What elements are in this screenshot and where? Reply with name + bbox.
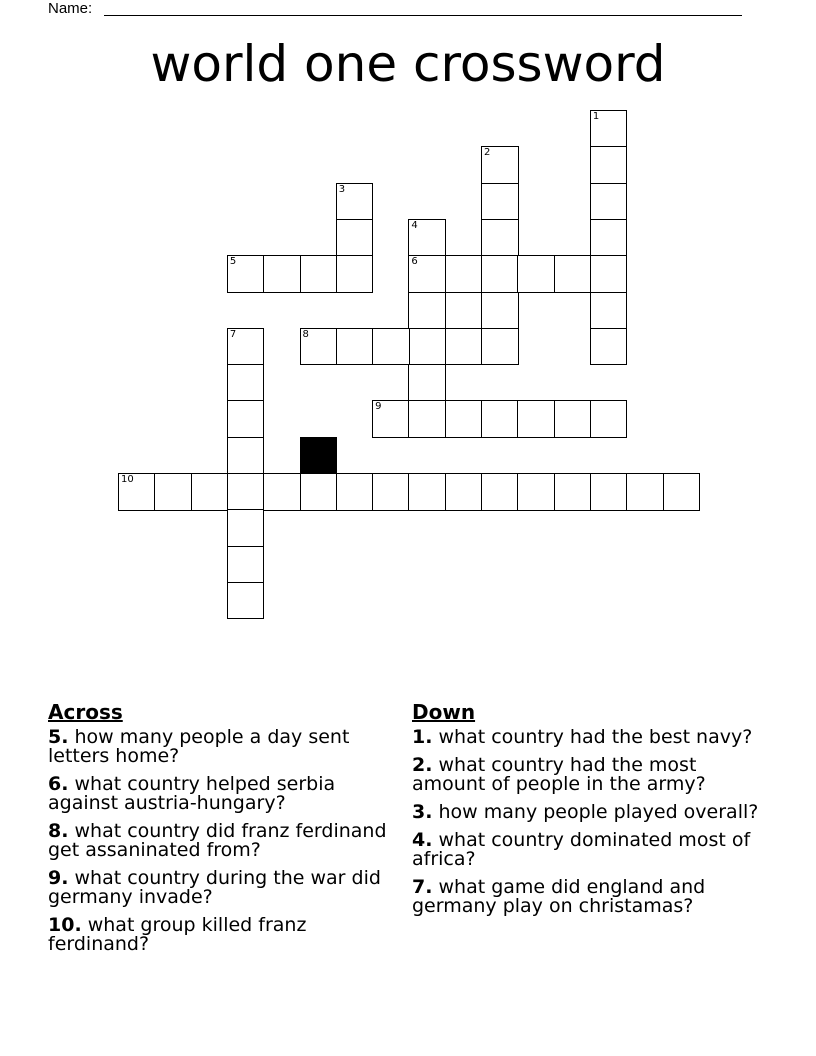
grid-cell[interactable] (590, 183, 628, 221)
grid-cell[interactable] (590, 219, 628, 257)
clue-text: what country had the best navy? (438, 726, 753, 748)
down-clue (412, 803, 762, 822)
grid-cell[interactable] (408, 364, 446, 402)
grid-cell[interactable] (481, 219, 519, 257)
grid-cell[interactable] (227, 328, 265, 366)
clue-text: what group killed franz ferdinand? (48, 914, 307, 955)
grid-cell[interactable] (590, 473, 628, 511)
grid-cell[interactable] (590, 400, 628, 438)
across-clue (48, 728, 398, 766)
grid-cell[interactable] (227, 509, 265, 547)
grid-cell[interactable] (517, 255, 555, 293)
grid-cell[interactable] (263, 255, 301, 293)
grid-cell[interactable] (300, 473, 338, 511)
grid-cell[interactable] (263, 473, 301, 511)
grid-cell[interactable] (481, 255, 519, 293)
down-heading: Down (412, 700, 476, 724)
down-clue (412, 728, 762, 747)
page-title: world one crossword (150, 35, 666, 93)
across-heading: Across (48, 700, 123, 724)
clue-number: 10. (48, 914, 82, 936)
grid-cell[interactable] (590, 292, 628, 330)
grid-cell[interactable] (481, 183, 519, 221)
grid-cell[interactable] (227, 437, 265, 475)
grid-cell[interactable] (481, 400, 519, 438)
clue-number: 3. (412, 801, 433, 823)
grid-cell[interactable] (408, 400, 446, 438)
clue-text: how many people played overall? (438, 801, 759, 823)
grid-cell[interactable] (227, 400, 265, 438)
clue-number-label: 3 (338, 183, 346, 195)
grid-cell[interactable] (227, 546, 265, 584)
grid-cell[interactable] (118, 473, 156, 511)
clue-number-label: 2 (484, 147, 491, 159)
clue-number-label: 7 (229, 328, 237, 340)
grid-cell[interactable] (445, 328, 483, 366)
grid-cell[interactable] (590, 328, 628, 366)
grid-cell[interactable] (191, 473, 229, 511)
down-clue (412, 831, 762, 869)
grid-cell[interactable] (408, 473, 446, 511)
clue-number: 5. (48, 726, 69, 748)
clue-text: what country helped serbia against austria-hungary? (48, 773, 336, 814)
grid-cell[interactable] (590, 255, 628, 293)
grid-cell[interactable] (554, 255, 592, 293)
grid-cell[interactable] (336, 219, 374, 257)
clue-number: 2. (412, 754, 433, 776)
clue-number-label: 6 (411, 256, 418, 268)
grid-cell[interactable] (336, 328, 374, 366)
clue-number-label: 1 (592, 111, 600, 122)
grid-cell[interactable] (626, 473, 664, 511)
clue-text: what country during the war did germany invade? (48, 867, 381, 908)
clue-number: 1. (412, 726, 433, 748)
clue-number: 7. (412, 876, 433, 898)
grid-cell[interactable] (336, 255, 374, 293)
grid-cell[interactable] (227, 582, 265, 620)
grid-cell[interactable] (445, 400, 483, 438)
grid-cell[interactable] (336, 473, 374, 511)
clue-number-label: 8 (302, 328, 309, 340)
grid-cell[interactable] (554, 473, 592, 511)
grid-cell[interactable] (154, 473, 192, 511)
clue-text: what country dominated most of africa? (412, 829, 751, 870)
grid-cell[interactable] (372, 473, 410, 511)
grid-cell[interactable] (590, 110, 628, 148)
clue-number: 6. (48, 773, 69, 795)
clue-number-label: 5 (229, 256, 237, 268)
grid-cell[interactable] (408, 292, 446, 330)
across-clues (48, 700, 398, 963)
grid-cell[interactable] (336, 183, 374, 221)
clue-text: how many people a day sent letters home? (48, 726, 350, 767)
grid-cell[interactable] (300, 255, 338, 293)
grid-cell[interactable] (445, 255, 483, 293)
across-clue (48, 916, 398, 954)
clue-text: what country did franz ferdinand get assaninated from? (48, 820, 387, 861)
grid-cell[interactable] (481, 146, 519, 184)
grid-cell[interactable] (590, 146, 628, 184)
grid-cell[interactable] (408, 255, 446, 293)
clue-number-label: 9 (375, 401, 382, 413)
clue-number-label: 4 (411, 219, 418, 231)
grid-cell[interactable] (517, 400, 555, 438)
grid-cell[interactable] (227, 473, 265, 511)
grid-cell[interactable] (554, 400, 592, 438)
grid-cell[interactable] (372, 400, 410, 438)
across-clue (48, 822, 398, 860)
down-clues (412, 700, 762, 925)
grid-cell[interactable] (481, 292, 519, 330)
down-clue (412, 878, 762, 916)
name-label: Name: (48, 0, 93, 17)
grid-cell[interactable] (372, 328, 410, 366)
black-square (300, 437, 338, 475)
grid-cell[interactable] (408, 328, 446, 366)
grid-cell[interactable] (663, 473, 701, 511)
grid-cell[interactable] (481, 328, 519, 366)
grid-cell[interactable] (408, 219, 446, 257)
clue-number: 4. (412, 829, 433, 851)
across-clue (48, 775, 398, 813)
clue-text: what country had the most amount of people in the army? (412, 754, 706, 795)
grid-cell[interactable] (481, 473, 519, 511)
down-clue (412, 756, 762, 794)
clue-text: what game did england and germany play on christamas? (412, 876, 706, 917)
clue-number: 8. (48, 820, 69, 842)
clue-number: 9. (48, 867, 69, 889)
grid-cell[interactable] (227, 364, 265, 402)
grid-cell[interactable] (227, 255, 265, 293)
clue-number-label: 10 (121, 474, 134, 485)
across-clue (48, 869, 398, 907)
grid-cell[interactable] (517, 473, 555, 511)
grid-cell[interactable] (300, 328, 338, 366)
grid-cell[interactable] (445, 473, 483, 511)
